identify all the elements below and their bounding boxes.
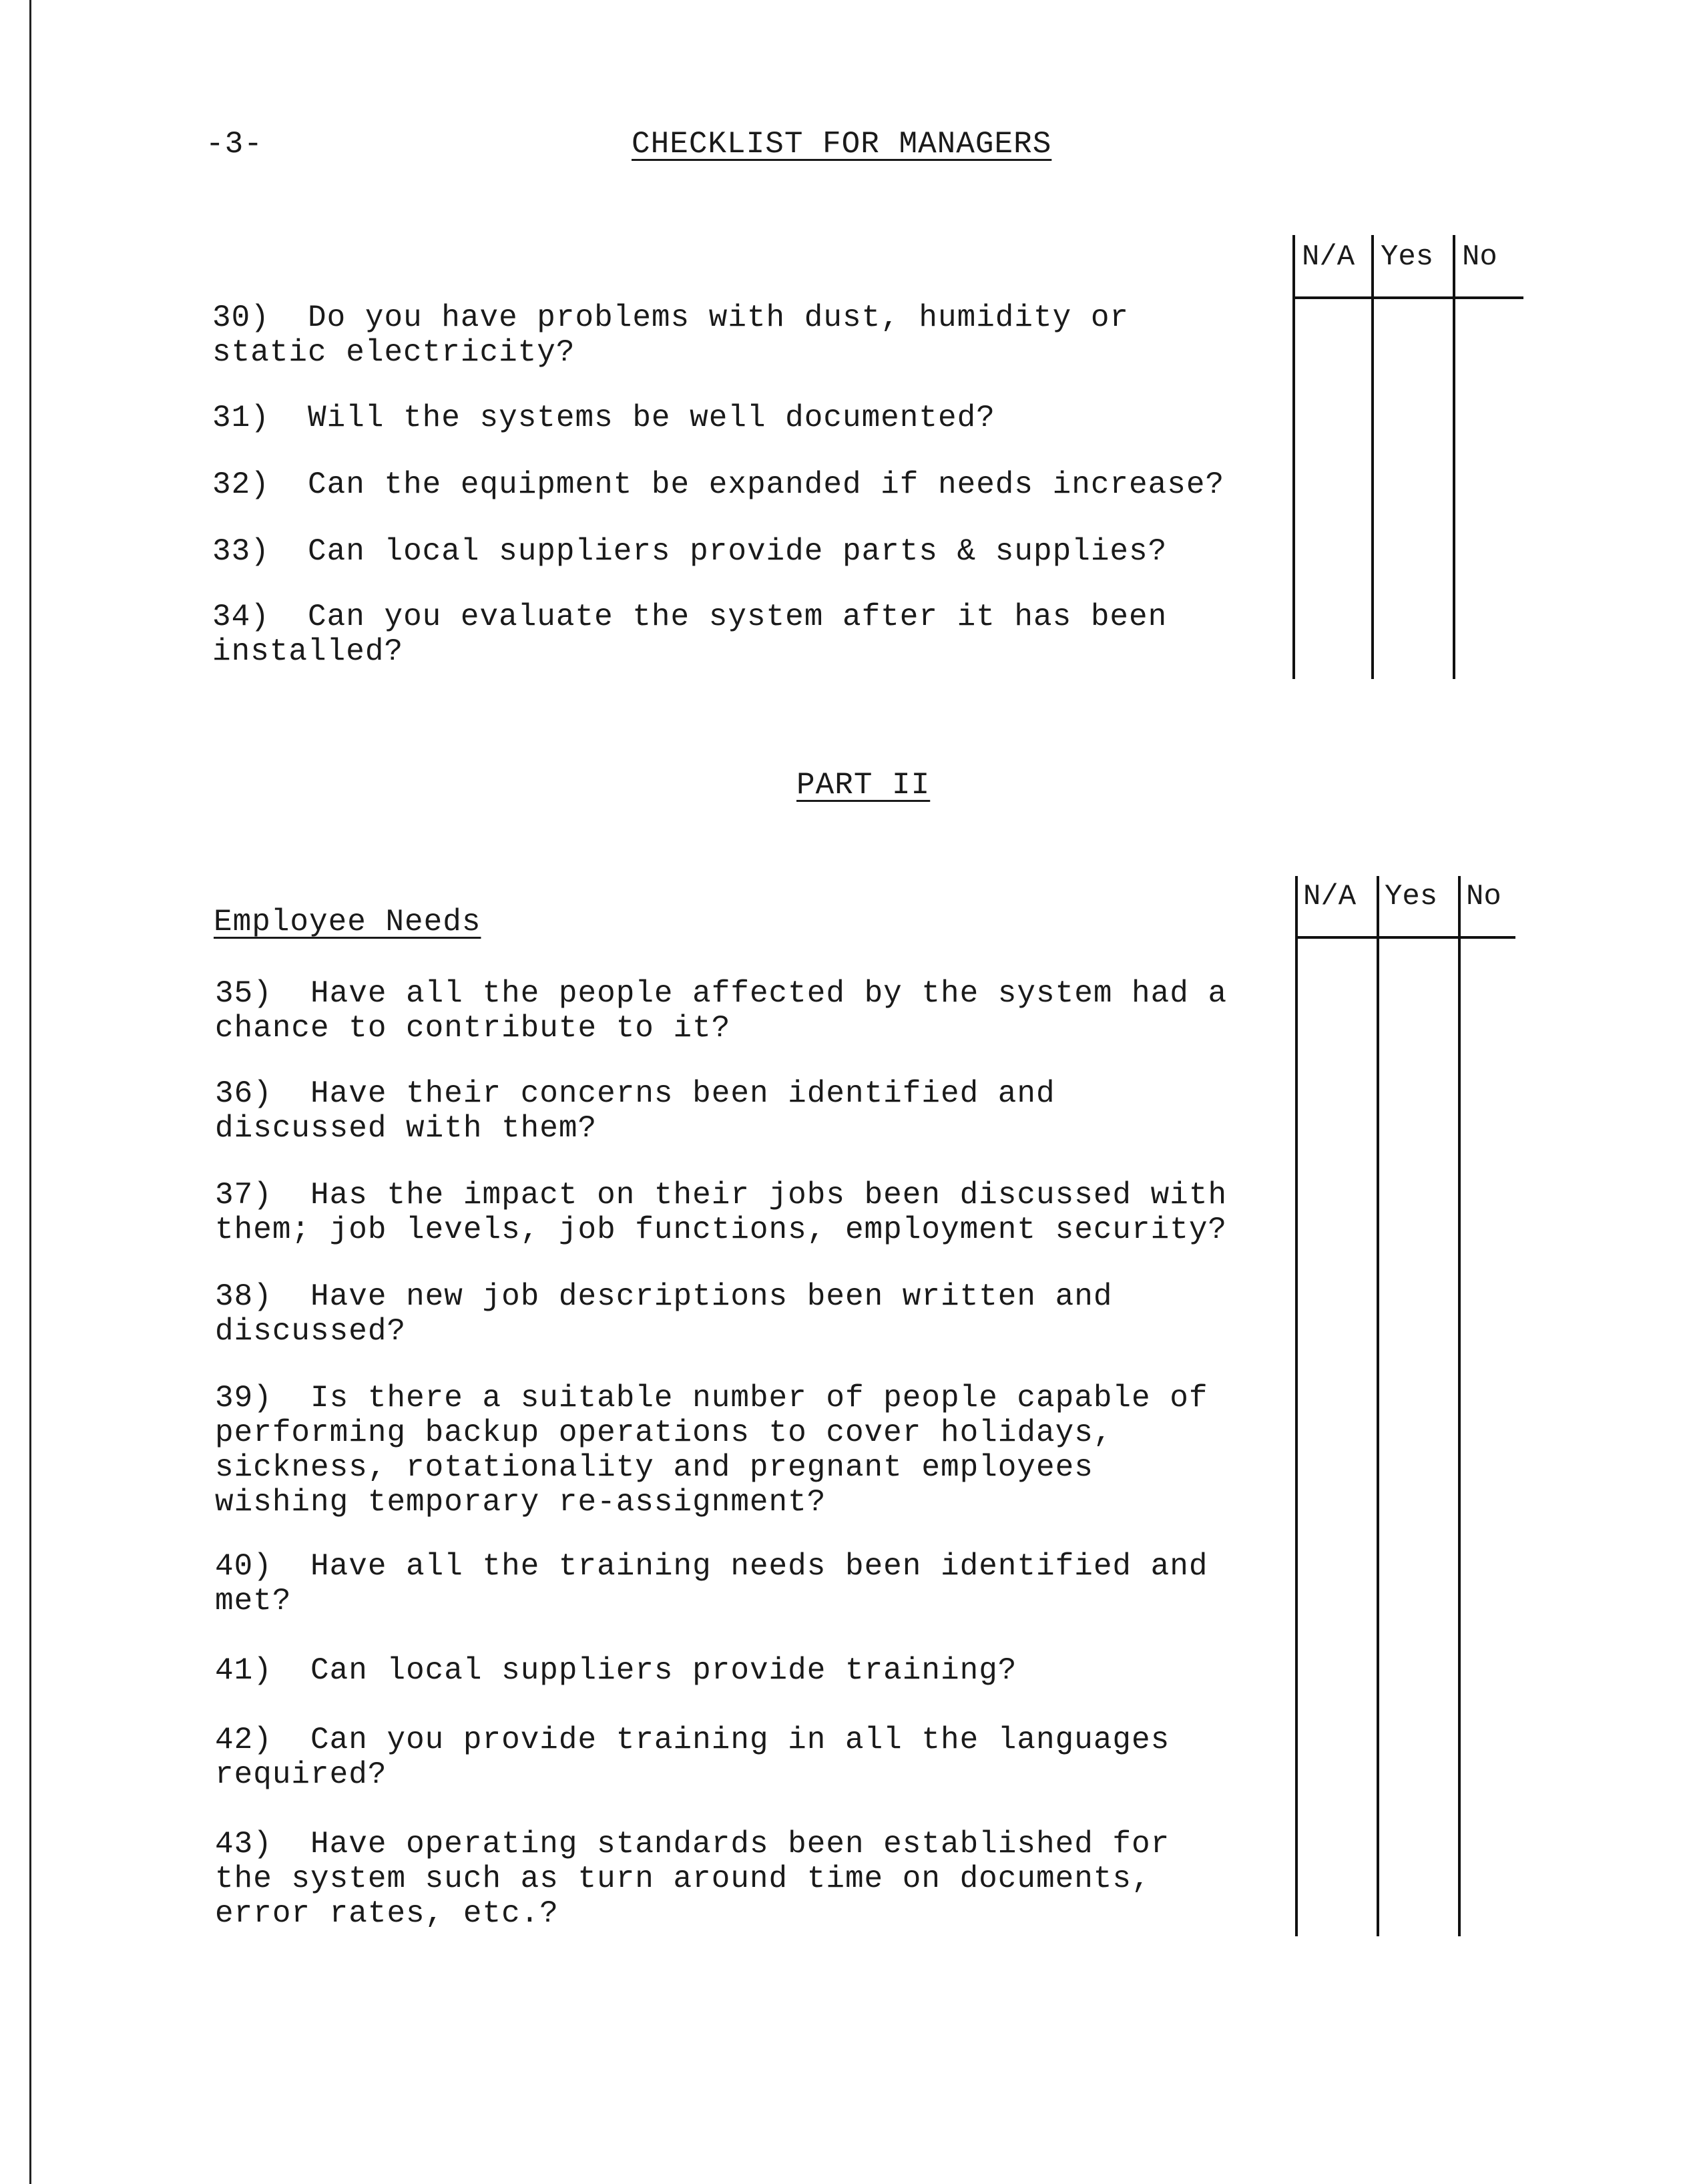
question-34: 34) Can you evaluate the system after it has been installed? xyxy=(212,600,1168,669)
question-38: 38) Have new job descriptions been written and discussed? xyxy=(215,1279,1113,1349)
question-36: 36) Have their concerns been identified and discussed with them? xyxy=(215,1076,1055,1146)
question-32: 32) Can the equipment be expanded if needs increase? xyxy=(212,467,1225,502)
column-header-no: No xyxy=(1466,880,1501,913)
table-divider xyxy=(1458,876,1461,1936)
question-33: 33) Can local suppliers provide parts & supplies? xyxy=(212,534,1168,569)
column-header-no: No xyxy=(1462,240,1497,274)
table-divider xyxy=(1371,235,1374,679)
table-header-rule xyxy=(1292,296,1523,299)
column-header-na: N/A xyxy=(1303,880,1357,913)
question-30: 30) Do you have problems with dust, humidity or static electricity? xyxy=(212,300,1130,370)
question-31: 31) Will the systems be well documented? xyxy=(212,401,995,435)
column-header-yes: Yes xyxy=(1381,240,1434,274)
question-42: 42) Can you provide training in all the languages required? xyxy=(215,1723,1170,1792)
question-37: 37) Has the impact on their jobs been discussed with them; job levels, job functions, employment security? xyxy=(215,1178,1228,1247)
part-ii-heading: PART II xyxy=(796,768,931,803)
table-header-rule xyxy=(1295,936,1515,939)
page-title: CHECKLIST FOR MANAGERS xyxy=(632,127,1052,162)
page-left-edge xyxy=(29,0,31,2184)
page-number: -3- xyxy=(206,127,263,162)
question-40: 40) Have all the training needs been identified and met? xyxy=(215,1549,1208,1618)
question-43: 43) Have operating standards been established for the system such as turn around time on documents, error rates, etc.? xyxy=(215,1827,1170,1931)
table-divider xyxy=(1295,876,1298,1936)
question-41: 41) Can local suppliers provide training? xyxy=(215,1653,1017,1688)
column-header-yes: Yes xyxy=(1385,880,1438,913)
question-39: 39) Is there a suitable number of people capable of performing backup operations to cover holidays, sickness, rotationality and pregnant employees wishing temporary re-assignment? xyxy=(215,1381,1208,1520)
column-header-na: N/A xyxy=(1302,240,1355,274)
table-divider xyxy=(1377,876,1379,1936)
section-heading-employee-needs: Employee Needs xyxy=(214,905,481,939)
table-divider xyxy=(1453,235,1455,679)
table-divider xyxy=(1292,235,1295,679)
question-35: 35) Have all the people affected by the system had a chance to contribute to it? xyxy=(215,976,1228,1046)
